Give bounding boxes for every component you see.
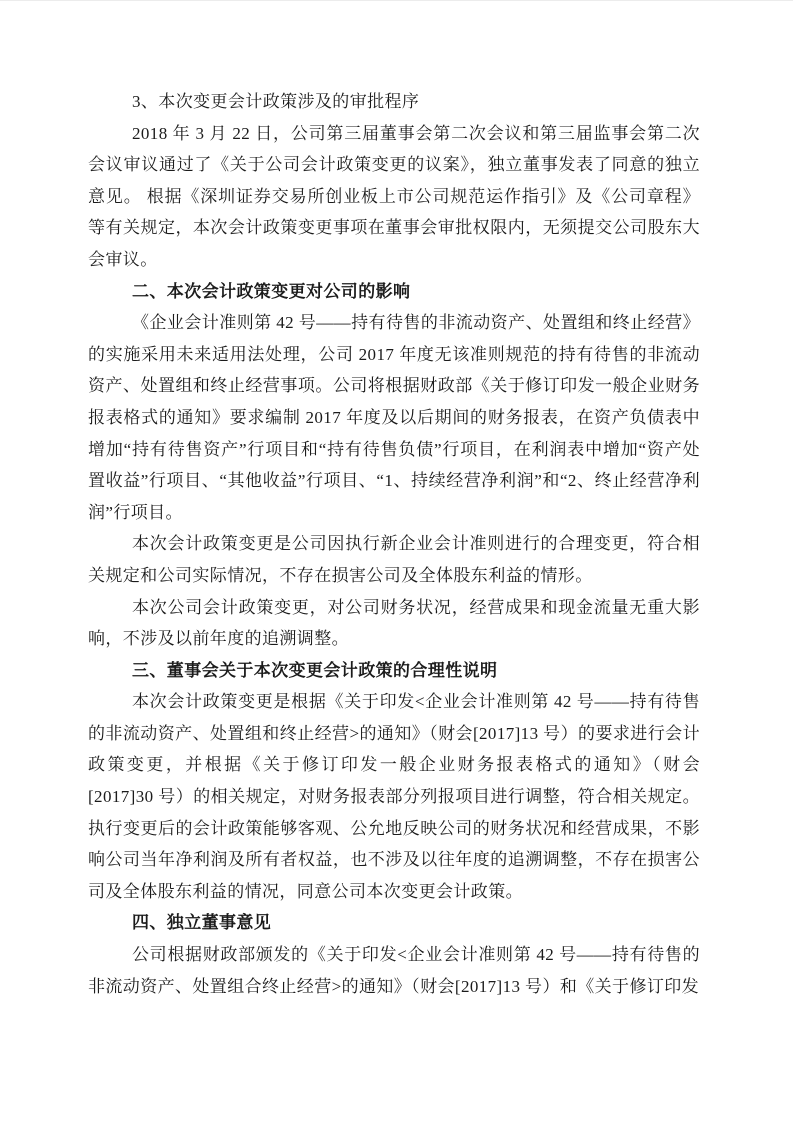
heading-section-3-board-rationality: 三、董事会关于本次变更会计政策的合理性说明: [132, 660, 498, 680]
paragraph-no-major-impact: 本次公司会计政策变更，对公司财务状况，经营成果和现金流量无重大影响，不涉及以前年度的追溯调整。: [88, 597, 700, 649]
heading-section-2-impact: 二、本次会计政策变更对公司的影响: [132, 281, 411, 301]
list-item-approval-procedure: 3、本次变更会计政策涉及的审批程序: [132, 92, 420, 111]
paragraph-independent-directors-opinion: 公司根据财政部颁发的《关于印发<企业会计准则第 42 号——持有待售的非流动资产、处置组合终止经营>的通知》（财会[2017]13 号）和《关于修订印发: [88, 945, 700, 996]
paragraph-impact-details: 《企业会计准则第 42 号——持有待售的非流动资产、处置组和终止经营》的实施采用未来适用法处理，公司 2017 年度无该准则规范的持有待售的非流动资产、处置组和终止经营事项。公司将根据财政部《关于修订印发一般企业财务报表格式的通知》要求编制 2017 年度及以后期间的财务报表，在资产负债表中增加“持有待售资产”行项目和“持有待售负债”行项目，在利润表中增加“资产处置收益”行项目、“其他收益”行项目、“1、持续经营净利润”和“2、终止经营净利润”行项目。: [88, 313, 700, 522]
paragraph-reasonable-change: 本次会计政策变更是公司因执行新企业会计准则进行的合理变更，符合相关规定和公司实际情况，不存在损害公司及全体股东利益的情形。: [88, 534, 700, 585]
paragraph-board-meeting-approval: 2018 年 3 月 22 日，公司第三届董事会第二次会议和第三届监事会第二次会议审议通过了《关于公司会计政策变更的议案》，独立董事发表了同意的独立意见。 根据《深圳证券交易所创业板上市公司规范运作指引》及《公司章程》等有关规定，本次会计政策变更事项在董事会审批权限内，无须提交公司股东大会审议。: [88, 123, 700, 269]
paragraph-board-rationality-statement: 本次会计政策变更是根据《关于印发<企业会计准则第 42 号——持有待售的非流动资产、处置组和终止经营>的通知》（财会[2017]13 号）的要求进行会计政策变更，并根据《关于修订印发一般企业财务报表格式的通知》（财会[2017]30 号）的相关规定，对财务报表部分列报项目进行调整，符合相关规定。执行变更后的会计政策能够客观、公允地反映公司的财务状况和经营成果，不影响公司当年净利润及所有者权益，也不涉及以往年度的追溯调整，不存在损害公司及全体股东利益的情况，同意公司本次变更会计政策。: [88, 692, 700, 901]
document-body: [88, 86, 700, 1002]
heading-section-4-independent-directors: 四、独立董事意见: [132, 913, 272, 933]
